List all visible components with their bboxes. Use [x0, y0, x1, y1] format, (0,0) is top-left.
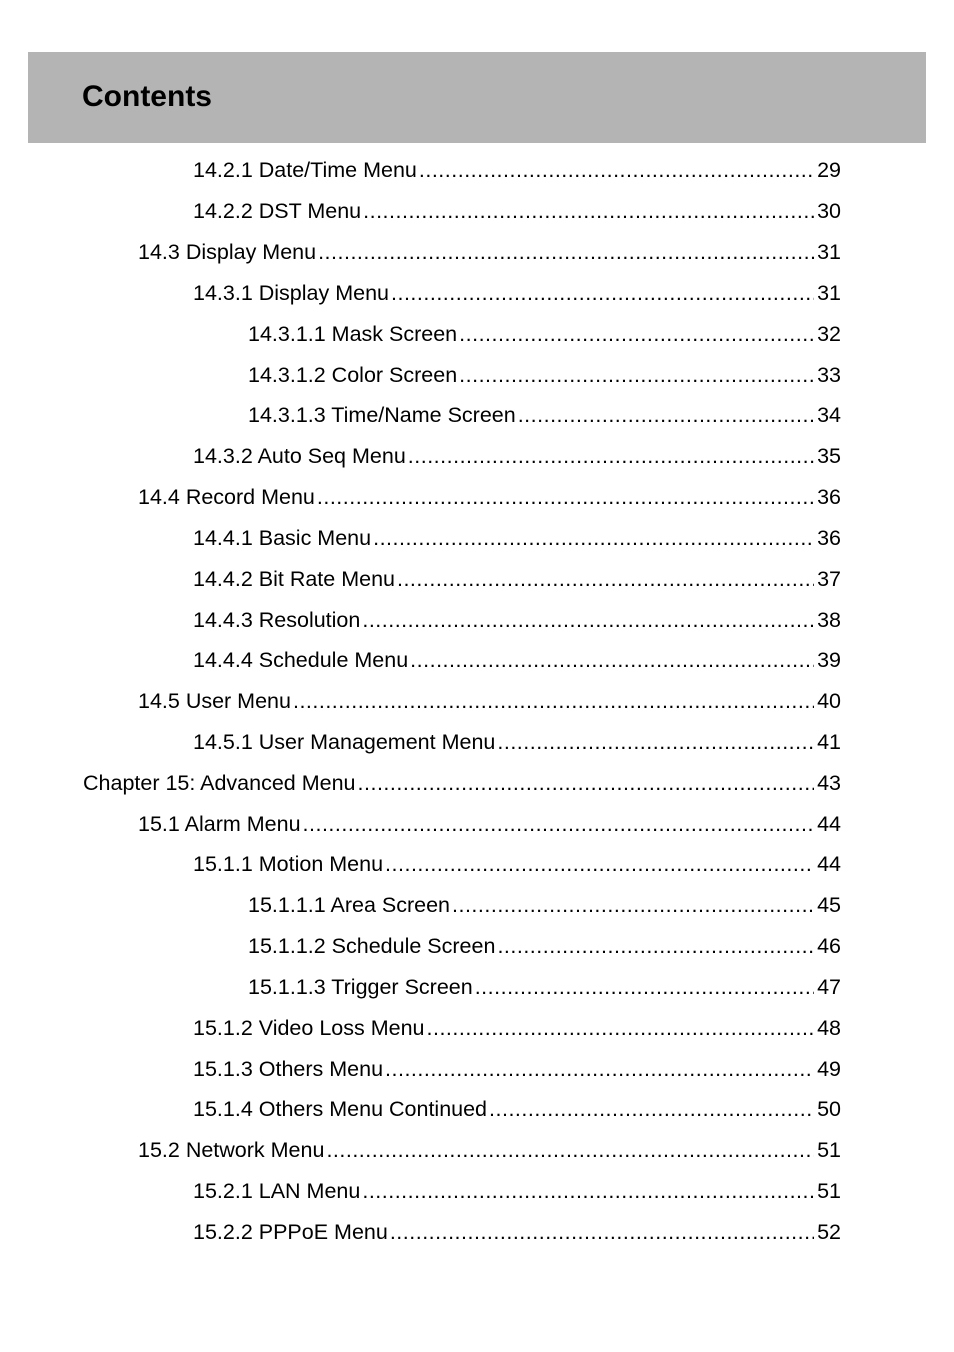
toc-entry-title: 15.1.3 Others Menu [193, 1056, 384, 1081]
toc-entry[interactable] [0, 191, 954, 232]
toc-entry-page-number: 45 [814, 892, 841, 918]
toc-entry-page-number: 47 [814, 974, 841, 1000]
toc-entry-title: 15.1.2 Video Loss Menu [193, 1015, 425, 1040]
toc-entry-page-number: 51 [814, 1137, 841, 1163]
contents-header-band [28, 52, 926, 143]
dot-leader [410, 647, 839, 673]
toc-entry-page-number: 44 [814, 811, 841, 837]
toc-entry-title: 14.3.1.1 Mask Screen [248, 321, 458, 346]
toc-entry-page-number: 39 [814, 647, 841, 673]
toc-entry-title: 15.1.4 Others Menu Continued [193, 1097, 488, 1122]
toc-entry-title: 15.2.1 LAN Menu [193, 1179, 361, 1204]
toc-entry[interactable] [0, 1212, 954, 1253]
toc-entry-page-number: 44 [814, 851, 841, 877]
dot-leader [497, 933, 839, 959]
dot-leader [475, 974, 839, 1000]
toc-entry[interactable] [0, 803, 954, 844]
dot-leader [373, 525, 839, 551]
toc-entry-page-number: 51 [814, 1178, 841, 1204]
toc-entry-title: 15.1 Alarm Menu [138, 811, 301, 836]
toc-entry-page-number: 33 [814, 362, 841, 388]
dot-leader [391, 280, 839, 306]
toc-entry-title: 14.2.1 Date/Time Menu [193, 158, 417, 183]
toc-entry-page-number: 50 [814, 1096, 841, 1122]
toc-entry-page-number: 43 [814, 770, 841, 796]
toc-entry-title: 14.5 User Menu [138, 689, 291, 714]
dot-leader [459, 321, 839, 347]
toc-entry[interactable] [0, 967, 954, 1008]
toc-entry[interactable] [0, 681, 954, 722]
dot-leader [326, 1137, 839, 1163]
toc-entry[interactable] [0, 517, 954, 558]
dot-leader [408, 443, 839, 469]
toc-entry-page-number: 31 [814, 280, 841, 306]
dot-leader [358, 770, 839, 796]
toc-entry[interactable] [0, 762, 954, 803]
page-title: Contents [82, 80, 212, 113]
toc-entry[interactable] [0, 1089, 954, 1130]
toc-entry-page-number: 32 [814, 321, 841, 347]
toc-entry[interactable] [0, 599, 954, 640]
toc-entry[interactable] [0, 1171, 954, 1212]
dot-leader [397, 566, 839, 592]
toc-entry-title: 14.4 Record Menu [138, 485, 315, 510]
toc-entry-page-number: 38 [814, 607, 841, 633]
dot-leader [427, 1015, 840, 1041]
dot-leader [419, 157, 839, 183]
toc-entry-title: 14.4.1 Basic Menu [193, 525, 372, 550]
toc-entry-title: 14.3.2 Auto Seq Menu [193, 444, 406, 469]
toc-entry[interactable] [0, 232, 954, 273]
toc-entry-page-number: 41 [814, 729, 841, 755]
dot-leader [317, 484, 839, 510]
toc-entry-page-number: 36 [814, 484, 841, 510]
dot-leader [459, 362, 839, 388]
toc-entry-title: 15.2.2 PPPoE Menu [193, 1219, 388, 1244]
toc-entry[interactable] [0, 926, 954, 967]
toc-entry[interactable] [0, 640, 954, 681]
toc-entry[interactable] [0, 1007, 954, 1048]
toc-entry-title: Chapter 15: Advanced Menu [83, 770, 356, 795]
toc-entry[interactable] [0, 1130, 954, 1171]
toc-entry-title: 15.1.1.3 Trigger Screen [248, 974, 473, 999]
toc-entry-page-number: 46 [814, 933, 841, 959]
toc-entry[interactable] [0, 354, 954, 395]
dot-leader [362, 607, 839, 633]
toc-entry-page-number: 30 [814, 198, 841, 224]
dot-leader [303, 811, 839, 837]
dot-leader [363, 198, 839, 224]
toc-entry-title: 14.3 Display Menu [138, 240, 317, 265]
toc-entry-page-number: 52 [814, 1219, 841, 1245]
dot-leader [385, 1056, 839, 1082]
toc-entry-page-number: 31 [814, 239, 841, 265]
toc-entry[interactable] [0, 885, 954, 926]
dot-leader [362, 1178, 839, 1204]
toc-entry[interactable] [0, 558, 954, 599]
toc-entry-title: 14.3.1 Display Menu [193, 280, 389, 305]
dot-leader [497, 729, 839, 755]
toc-entry-title: 14.3.1.2 Color Screen [248, 362, 458, 387]
toc-entry-page-number: 37 [814, 566, 841, 592]
toc-entry-title: 14.4.4 Schedule Menu [193, 648, 409, 673]
toc-entry-title: 15.1.1.1 Area Screen [248, 893, 451, 918]
toc-entry[interactable] [0, 150, 954, 191]
toc-entry-title: 15.1.1.2 Schedule Screen [248, 934, 496, 959]
toc-entry-page-number: 35 [814, 443, 841, 469]
toc-entry-title: 15.1.1 Motion Menu [193, 852, 384, 877]
toc-entry[interactable] [0, 436, 954, 477]
toc-entry-page-number: 49 [814, 1056, 841, 1082]
toc-entry[interactable] [0, 1048, 954, 1089]
dot-leader [293, 688, 839, 714]
toc-entry-title: 14.4.2 Bit Rate Menu [193, 566, 395, 591]
toc-entry[interactable] [0, 477, 954, 518]
toc-entry-title: 15.2 Network Menu [138, 1138, 325, 1163]
dot-leader [489, 1096, 839, 1122]
dot-leader [518, 402, 839, 428]
dot-leader [385, 851, 839, 877]
toc-entry-title: 14.5.1 User Management Menu [193, 730, 496, 754]
toc-entry-page-number: 40 [814, 688, 841, 714]
toc-entry-page-number: 34 [814, 402, 841, 428]
toc-entry-title: 14.3.1.3 Time/Name Screen [248, 403, 516, 428]
dot-leader [452, 892, 839, 918]
dot-leader [390, 1219, 839, 1245]
toc-entry-title: 14.4.3 Resolution [193, 607, 361, 632]
toc-entry[interactable] [0, 844, 954, 885]
toc-entry-page-number: 36 [814, 525, 841, 551]
toc-entry[interactable] [0, 395, 954, 436]
toc-entry-page-number: 48 [814, 1015, 841, 1041]
toc-entry[interactable] [0, 722, 954, 763]
table-of-contents [0, 150, 954, 1252]
dot-leader [318, 239, 839, 265]
toc-entry[interactable] [0, 272, 954, 313]
toc-entry-page-number: 29 [814, 157, 841, 183]
toc-entry-title: 14.2.2 DST Menu [193, 199, 362, 224]
toc-entry[interactable] [0, 313, 954, 354]
